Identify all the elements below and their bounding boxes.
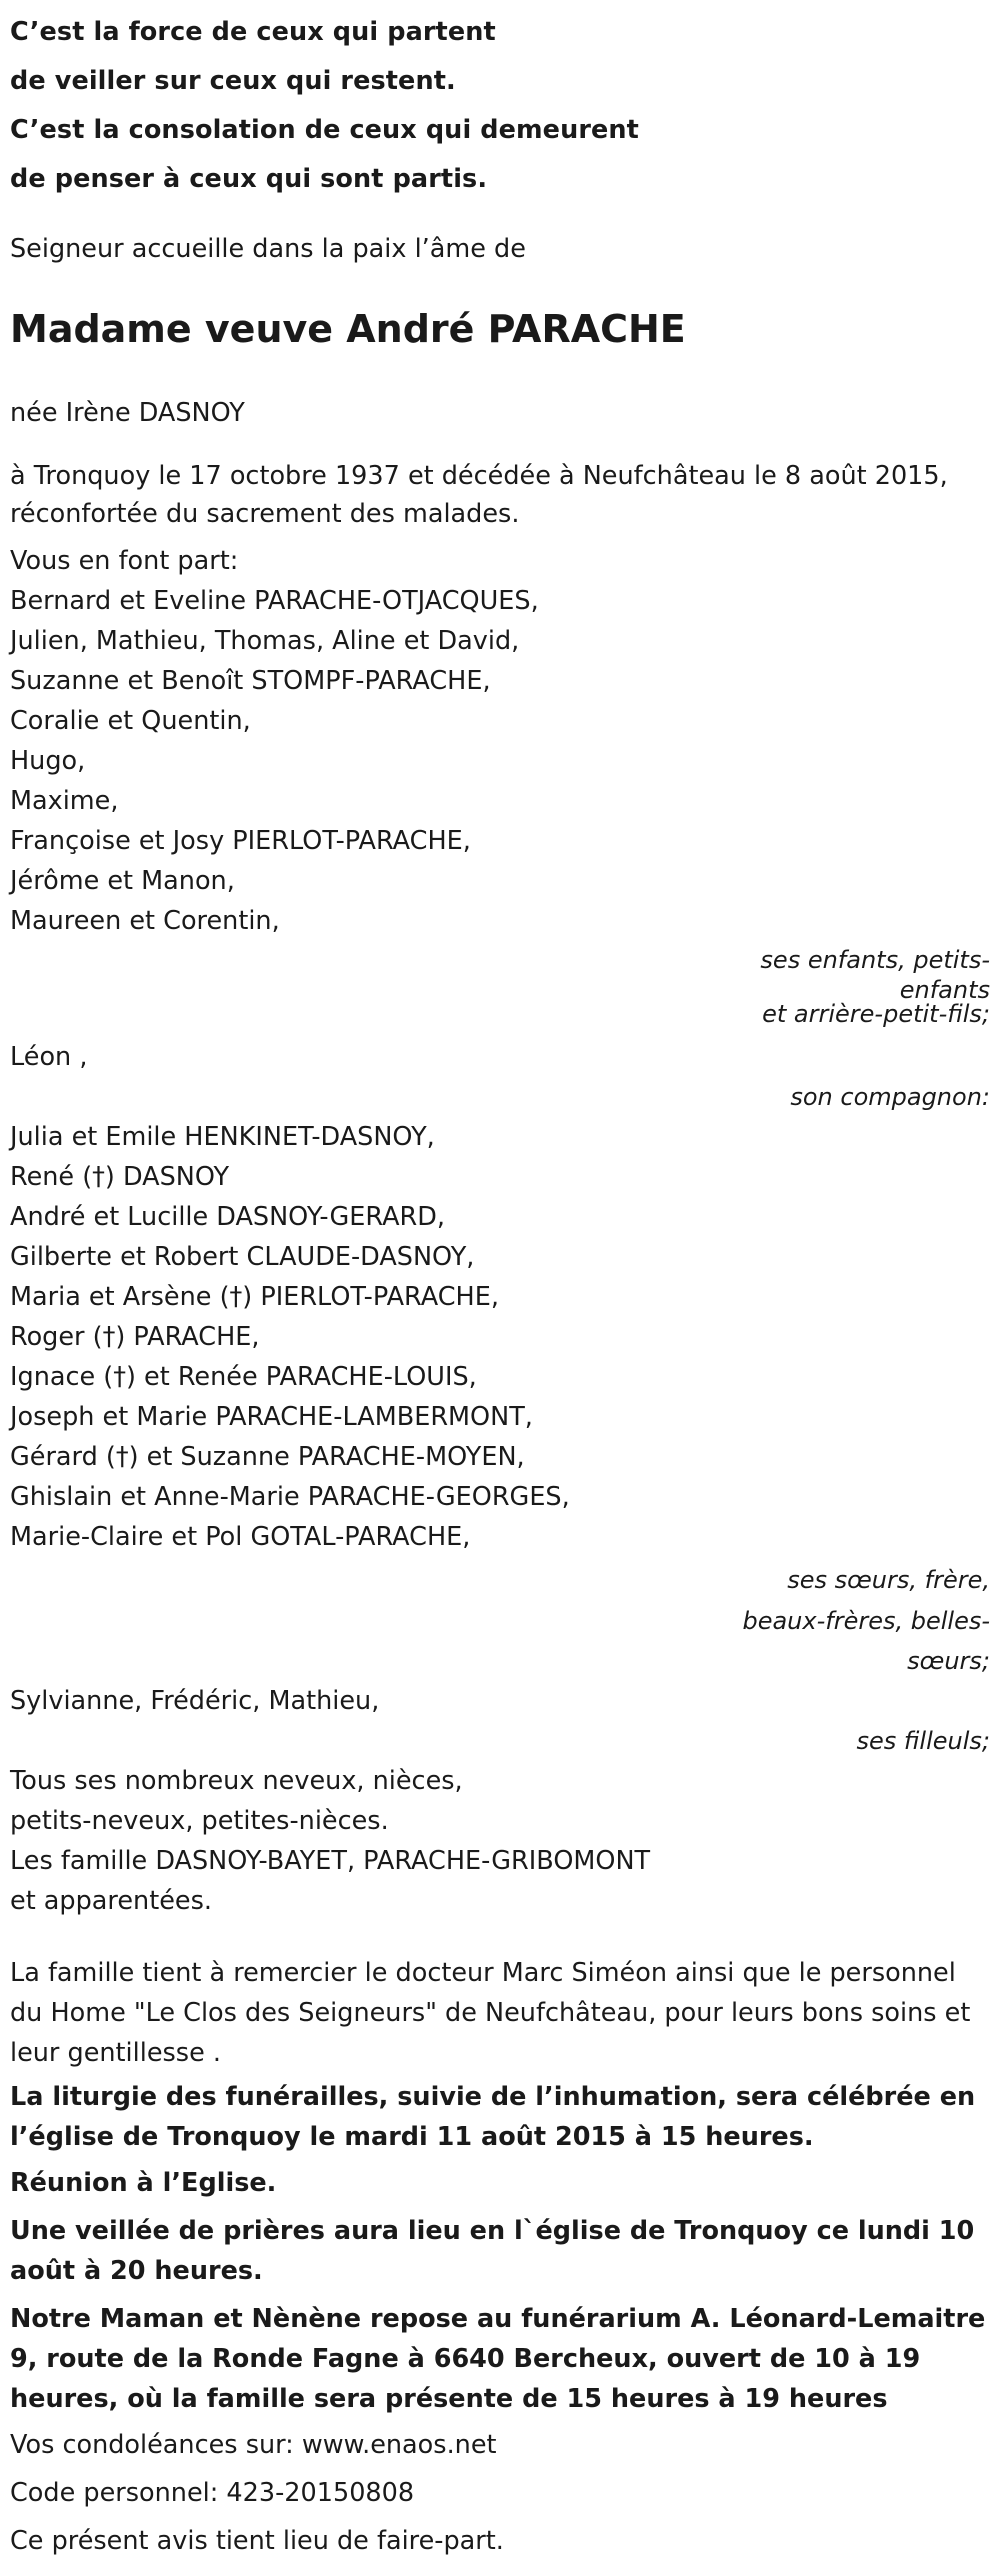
godchildren-role: ses filleuls; [856,1727,990,1755]
born-name: née Irène DASNOY [10,398,245,428]
list-item: André et Lucille DASNOY-GERARD, [10,1202,446,1232]
children-role [10,941,995,1027]
list-item: Maria et Arsène (†) PIERLOT-PARACHE, [10,1282,499,1312]
list-item: Coralie et Quentin, [10,706,251,736]
list-item: René (†) DASNOY [10,1162,230,1192]
role-line: sœurs; [907,1647,990,1675]
list-item: Tous ses nombreux neveux, nièces, [10,1766,463,1796]
siblings-role [10,1559,995,1681]
intro-text: Seigneur accueille dans la paix l’âme de [10,234,526,264]
announce-text: Vous en font part: [10,546,239,576]
companion: Léon , [10,1042,88,1072]
poem-line: de penser à ceux qui sont partis. [10,164,488,194]
godchildren: Sylvianne, Frédéric, Mathieu, [10,1686,380,1716]
list-item: Bernard et Eveline PARACHE-OTJACQUES, [10,586,539,616]
list-item: Julia et Emile HENKINET-DASNOY, [10,1122,435,1152]
role-line: beaux-frères, belles- [742,1607,990,1635]
notice-text: Ce présent avis tient lieu de faire-part. [10,2526,504,2556]
condolences-text: Vos condoléances sur: www.enaos.net [10,2430,497,2460]
list-item: Gilberte et Robert CLAUDE-DASNOY, [10,1242,475,1272]
list-item: Hugo, [10,746,86,776]
list-item: Françoise et Josy PIERLOT-PARACHE, [10,826,471,856]
list-item: Suzanne et Benoît STOMPF-PARACHE, [10,666,491,696]
role-line: ses enfants, petits- [760,946,990,974]
role-line: ses sœurs, frère, [787,1566,990,1594]
role-line: enfants [899,976,990,1004]
poem [10,8,995,204]
list-item: Marie-Claire et Pol GOTAL-PARACHE, [10,1522,471,1552]
funeral-home-text: Notre Maman et Nènène repose au funérarium A. Léonard-Lemaitre 9, route de la Ronde Fagne à 6640 Bercheux, ouvert de 10 à 19 heures, où la famille sera présente de 15 heures à 19 heures [10,2304,986,2414]
children-list [10,581,995,941]
vigil-text: Une veillée de prières aura lieu en l`église de Tronquoy ce lundi 10 août à 20 heures. [10,2216,975,2286]
thanks-text: La famille tient à remercier le docteur Marc Siméon ainsi que le personnel du Home "Le Clos des Seigneurs" de Neufchâteau, pour leurs bons soins et leur gentillesse . [10,1958,971,2068]
list-item: Jérôme et Manon, [10,866,235,896]
list-item: Ignace (†) et Renée PARACHE-LOUIS, [10,1362,477,1392]
poem-line: C’est la consolation de ceux qui demeurent [10,115,639,145]
list-item: Julien, Mathieu, Thomas, Aline et David, [10,626,520,656]
list-item: Maxime, [10,786,119,816]
list-item: Maureen et Corentin, [10,906,280,936]
others-list [10,1761,995,1921]
list-item: Les famille DASNOY-BAYET, PARACHE-GRIBOMONT [10,1846,651,1876]
obituary-notice [10,0,995,2561]
list-item: Gérard (†) et Suzanne PARACHE-MOYEN, [10,1442,525,1472]
deceased-name: Madame veuve André PARACHE [10,307,686,351]
list-item: Joseph et Marie PARACHE-LAMBERMONT, [10,1402,533,1432]
poem-line: C’est la force de ceux qui partent [10,17,496,47]
funeral-text: La liturgie des funérailles, suivie de l’inhumation, sera célébrée en l’église de Tronquoy le mardi 11 août 2015 à 15 heures. [10,2082,976,2152]
list-item: petits-neveux, petites-nièces. [10,1806,389,1836]
siblings-list [10,1117,995,1557]
list-item: Ghislain et Anne-Marie PARACHE-GEORGES, [10,1482,570,1512]
poem-line: de veiller sur ceux qui restent. [10,66,456,96]
list-item: et apparentées. [10,1886,212,1916]
birth-death-text: à Tronquoy le 17 octobre 1937 et décédée à Neufchâteau le 8 août 2015, réconfortée du sacrement des malades. [10,461,948,529]
list-item: Roger (†) PARACHE, [10,1322,260,1352]
companion-role: son compagnon: [790,1083,990,1111]
code-text: Code personnel: 423-20150808 [10,2478,415,2508]
meeting-text: Réunion à l’Eglise. [10,2168,277,2198]
role-line: et arrière-petit-fils; [762,1000,990,1028]
